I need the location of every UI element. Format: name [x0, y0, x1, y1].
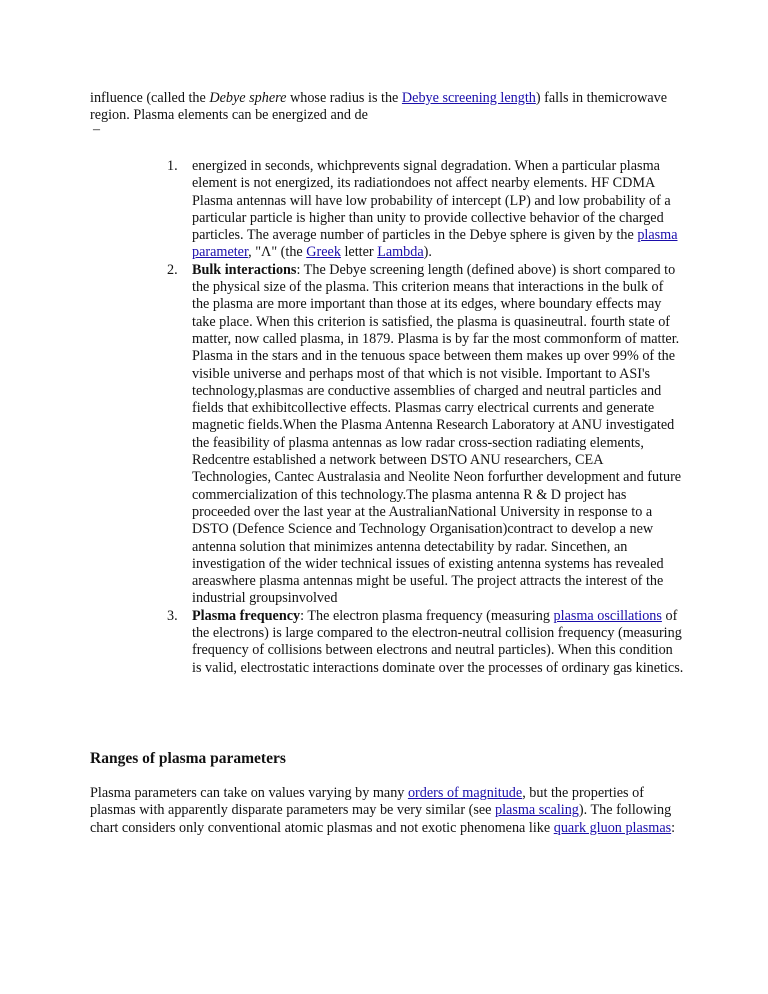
ranges-paragraph: [90, 785, 690, 837]
item1-text-1: energized in seconds, whichprevents signal degradation. When a particular plasma element is not energized, its radiationdoes not affect nearby elements. HF CDMA Plasma antennas will have low probability of intercept (LP) and low probability of a particular particle is higher than unity to provide collective behavior of the charged particles. The average number of particles in the Debye sphere is given by the: [192, 158, 671, 244]
item3-text-1: : The electron plasma frequency (measuring: [300, 607, 554, 624]
ranges-text-1: Plasma parameters can take on values varying by many: [90, 785, 408, 801]
ranges-text-2: , but the properties of plasmas with apparently disparate parameters may be very similar (see: [90, 785, 644, 819]
criteria-list: [167, 158, 684, 677]
item1-text-4: ).: [423, 244, 432, 261]
quark-gluon-plasmas-link[interactable]: quark gluon plasmas: [553, 819, 672, 836]
dash-mark: –: [93, 122, 100, 137]
intro-text-2: whose radius is the: [286, 90, 402, 106]
bulk-interactions-term: Bulk interactions: [192, 261, 297, 278]
section-heading: Ranges of plasma parameters: [90, 750, 286, 767]
plasma-oscillations-link[interactable]: plasma oscillations: [553, 607, 662, 624]
debye-sphere-term: Debye sphere: [209, 90, 287, 106]
intro-paragraph: [90, 90, 690, 125]
plasma-scaling-link[interactable]: plasma scaling: [494, 802, 579, 819]
plasma-frequency-term: Plasma frequency: [192, 607, 301, 624]
list-item: [167, 261, 684, 608]
item1-text-3: letter: [340, 244, 378, 261]
item2-text: : The Debye screening length (defined above) is short compared to the physical size of the plasma. This criterion means that interactions in the bulk of the plasma are more important than those at its edges, where boundary effects may take place. When this criterion is satisfied, the plasma is quasineutral. fourth state of matter, now called plasma, in 1879. Plasma is by far the most commonform of matter. Plasma in the stars and in the tenuous space between them makes up over 99% of the visible universe and perhaps most of that which is not visible. Important to ASI's technology,plasmas are conductive assemblies of charged and neutral particles and fields that exhibitcollective effects. Plasmas carry electrical currents and generate magnetic fields.When the Plasma Antenna Research Laboratory at ANU investigated the feasibility of plasma antennas as low radar cross-section radiating elements, Redcentre established a network between DSTO ANU researchers, CEA Technologies, Cantec Australasia and Neolite Neon forfurther development and future commercialization of this technology.The plasma antenna R & D project has proceeded over the last year at the AustralianNational University in response to a DSTO (Defence Science and Technology Organisation)contract to develop a new antenna solution that minimizes antenna detectability by radar. Sincethen, an investigation of the wider technical issues of existing antenna systems has revealed areaswhere plasma antennas might be useful. The project attracts the interest of the industrial groupsinvolved: [192, 261, 682, 607]
list-number: 3.: [167, 607, 178, 624]
greek-link[interactable]: Greek: [306, 244, 341, 261]
list-item: [167, 158, 684, 262]
list-number: 1.: [167, 158, 178, 174]
orders-of-magnitude-link[interactable]: orders of magnitude: [407, 785, 523, 801]
intro-text-3: ) falls in themicrowave region. Plasma elements can be energized and de: [90, 90, 668, 124]
list-item: [167, 607, 684, 677]
list-number: 2.: [167, 261, 178, 278]
intro-text-1: influence (called the: [90, 90, 210, 106]
item1-text-2: , "Λ" (the: [248, 244, 307, 261]
plasma-parameter-link[interactable]: plasma parameter: [192, 227, 678, 261]
item3-text-2: of the electrons) is large compared to the electron-neutral collision frequency (measuring frequency of collisions between electrons and neutral particles). When this condition is valid, electrostatic interactions dominate over the processes of ordinary gas kinetics.: [192, 607, 684, 676]
ranges-text-3: ). The following chart considers only conventional atomic plasmas and not exotic phenomena like: [90, 802, 672, 836]
debye-screening-length-link[interactable]: Debye screening length: [401, 90, 536, 106]
lambda-link[interactable]: Lambda: [377, 244, 424, 261]
ranges-text-4: :: [671, 819, 676, 836]
